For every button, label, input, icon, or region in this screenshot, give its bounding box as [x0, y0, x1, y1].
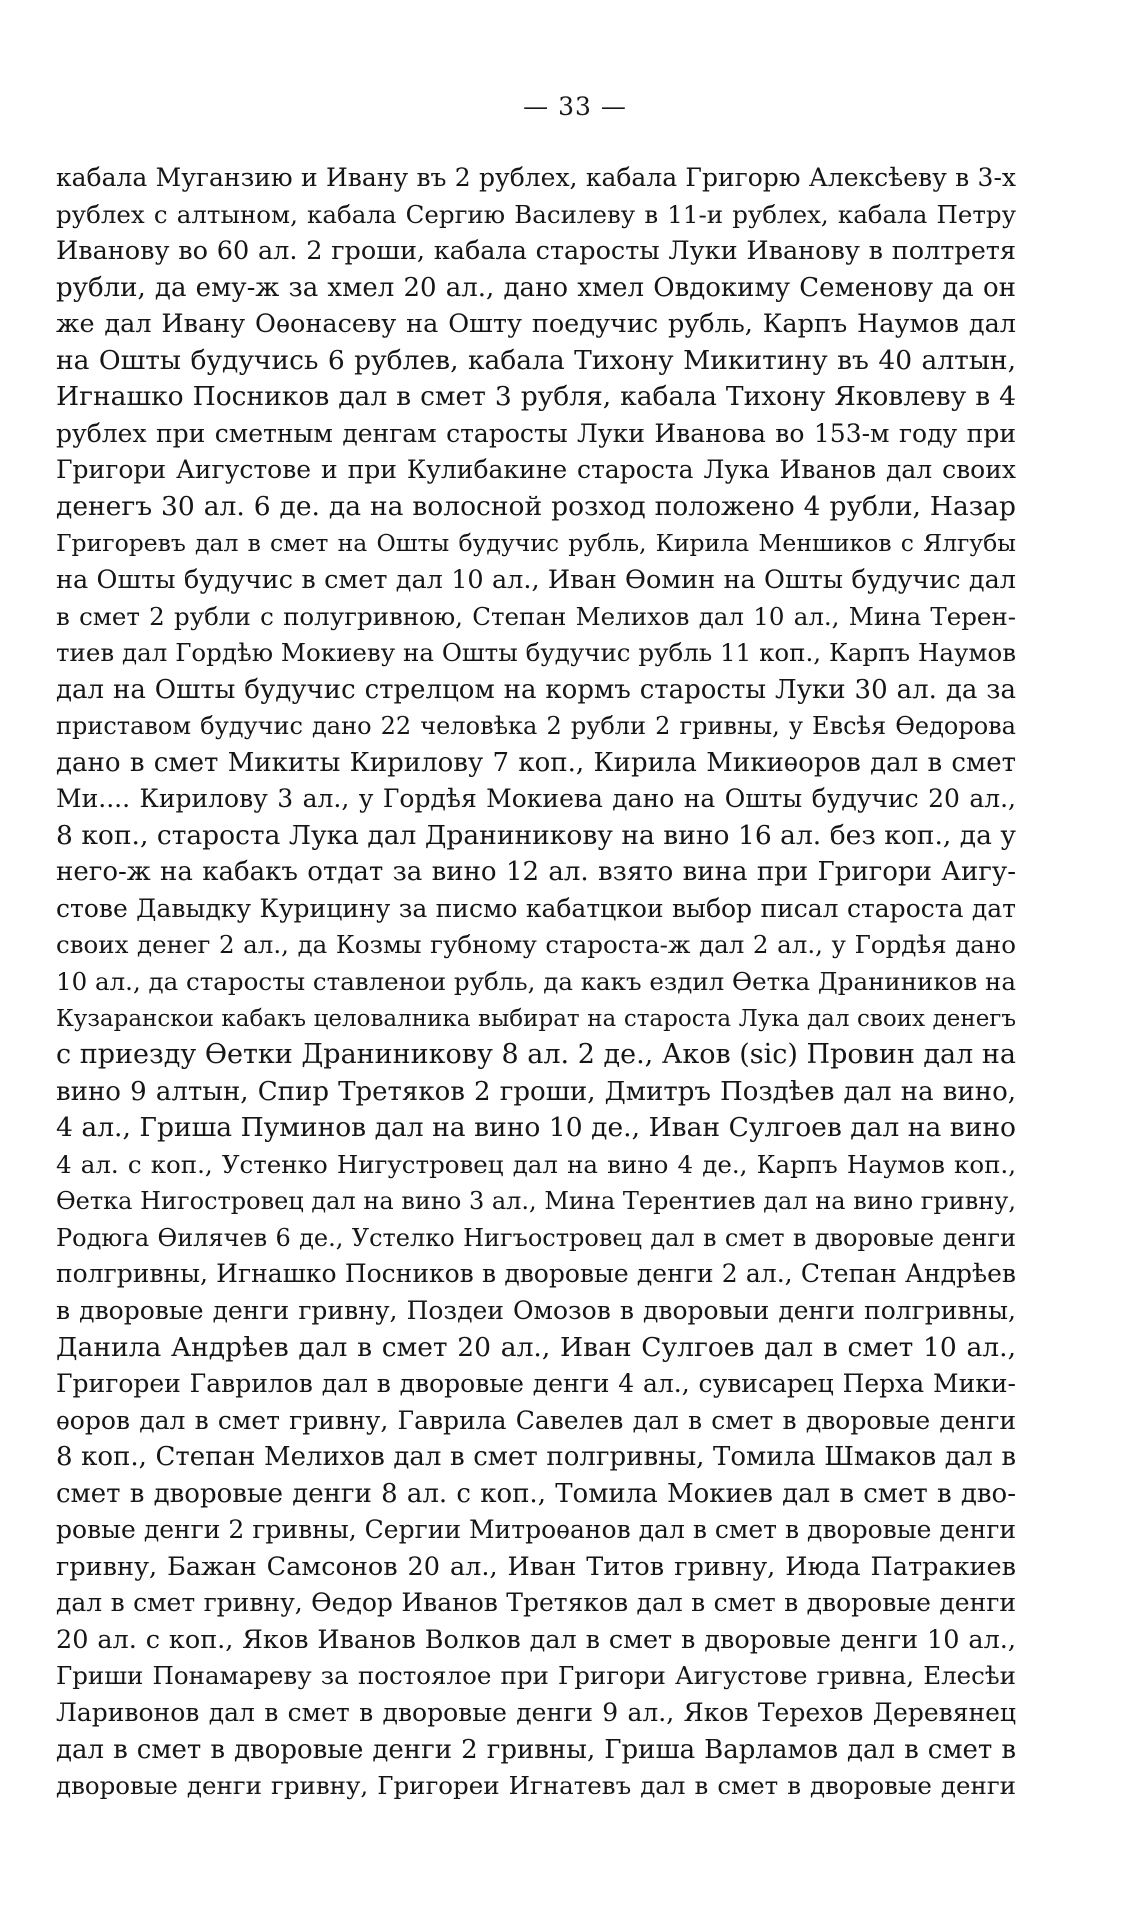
- text-line: дал в смет в дворовые денги 2 гривны, Гриша Варламов дал в смет в: [56, 1734, 1016, 1765]
- text-line: ровые денги 2 гривны, Сергии Митроѳанов дал в смет в дворовые денги: [56, 1515, 1016, 1545]
- text-line: же дал Ивану Оѳонасеву на Ошту поедучис рубль, Карпъ Наумов дал: [56, 309, 1016, 340]
- text-line: Григори Аигустове и при Кулибакине староста Лука Иванов дал своих: [56, 455, 1016, 485]
- text-line: рублех с алтыном, кабала Сергию Василеву в 11-и рублех, кабала Петру: [56, 199, 1016, 229]
- text-line: рублех при сметным денгам старосты Луки Иванова во 153-м году при: [56, 418, 1016, 448]
- text-line: дал в смет гривну, Ѳедор Иванов Третяков дал в смет в дворовые денги: [56, 1588, 1016, 1618]
- text-line: вино 9 алтын, Спир Третяков 2 гроши, Дмитръ Поздѣев дал на вино,: [56, 1076, 1016, 1107]
- text-line: на Ошты будучис в смет дал 10 ал., Иван Ѳомин на Ошты будучис дал: [56, 565, 1016, 596]
- text-line: своих денег 2 ал., да Козмы губному староста-ж дал 2 ал., у Гордѣя дано: [56, 930, 1016, 960]
- text-line: дано в смет Микиты Кирилову 7 коп., Кирила Микиѳоров дал в смет: [56, 747, 1016, 778]
- text-line: Игнашко Посников дал в смет 3 рубля, кабала Тихону Яковлеву в 4: [56, 381, 1016, 413]
- text-line: денегъ 30 ал. 6 де. да на волосной розход положено 4 рубли, Назар: [56, 490, 1016, 522]
- text-line: приставом будучис дано 22 человѣка 2 рубли 2 гривны, у Евсѣя Ѳедорова: [56, 712, 1016, 741]
- text-line: полгривны, Игнашко Посников в дворовые денги 2 ал., Степан Андрѣев: [56, 1259, 1016, 1289]
- text-line: на Ошты будучись 6 рублев, кабала Тихону Микитину въ 40 алтын,: [56, 344, 1016, 376]
- text-line: кабала Муганзию и Ивану въ 2 рублех, кабала Григорю Алексѣеву в 3-х: [56, 163, 1016, 192]
- text-line: Ми.... Кирилову 3 ал., у Гордѣя Мокиева дано на Ошты будучис 20 ал.,: [56, 784, 1016, 814]
- text-line: 10 ал., да старосты ставленои рубль, да какъ ездил Ѳетка Драниников на: [56, 967, 1016, 997]
- text-line: с приезду Ѳетки Драниникову 8 ал. 2 де., Аков (sic) Провин дал на: [56, 1039, 1016, 1071]
- text-line: 4 ал., Гриша Пуминов дал на вино 10 де., Иван Сулгоев дал на вино: [56, 1112, 1016, 1144]
- text-line: тиев дал Гордѣю Мокиеву на Ошты будучис рубль 11 коп., Карпъ Наумов: [56, 638, 1016, 668]
- text-line: него-ж на кабакъ отдат за вино 12 ал. взято вина при Григори Аигу-: [56, 857, 1016, 888]
- text-line: 8 коп., Степан Мелихов дал в смет полгривны, Томила Шмаков дал в: [56, 1442, 1016, 1473]
- text-line: дворовые денги гривну, Григореи Игнатевъ дал в смет в дворовые денги: [56, 1771, 1016, 1801]
- text-line: дал на Ошты будучис стрелцом на кормъ старосты Луки 30 ал. да за: [56, 674, 1016, 705]
- text-line: Гриши Понамареву за постоялое при Григори Аигустове гривна, Елесѣи: [56, 1661, 1016, 1691]
- text-line: Родюга Ѳилячев 6 де., Устелко Нигъостровец дал в смет в дворовые денги: [56, 1223, 1016, 1252]
- text-line: Иванову во 60 ал. 2 гроши, кабала старосты Луки Иванову в полтретя: [56, 236, 1016, 267]
- text-line: Данила Андрѣев дал в смет 20 ал., Иван Сулгоев дал в смет 10 ал.,: [56, 1331, 1016, 1363]
- text-line: 8 коп., староста Лука дал Драниникову на вино 16 ал. без коп., да у: [56, 819, 1016, 851]
- text-line: стове Давыдку Курицину за писмо кабатцкои выбор писал староста дат: [56, 893, 1016, 923]
- text-line: Кузаранскои кабакъ целовалника выбират на староста Лука дал своих денегъ: [56, 1005, 1016, 1032]
- text-line: Григореи Гаврилов дал в дворовые денги 4 ал., сувисарец Перха Мики-: [56, 1369, 1016, 1399]
- text-line: Ларивонов дал в смет в дворовые денги 9 ал., Яков Терехов Деревянец: [56, 1697, 1016, 1727]
- text-line: 4 ал. с коп., Устенко Нигустровец дал на вино 4 де., Карпъ Наумов коп.,: [56, 1149, 1016, 1179]
- text-line: Ѳетка Нигостровец дал на вино 3 ал., Мина Терентиев дал на вино гривну,: [56, 1187, 1016, 1216]
- text-line: гривну, Бажан Самсонов 20 ал., Иван Титов гривну, Июда Патракиев: [56, 1551, 1016, 1582]
- page-number: — 33 —: [523, 92, 627, 121]
- text-line: смет в дворовые денги 8 ал. с коп., Томила Мокиев дал в смет в дво-: [56, 1478, 1016, 1509]
- text-line: ѳоров дал в смет гривну, Гаврила Савелев дал в смет в дворовые денги: [56, 1405, 1016, 1435]
- text-line: в дворовые денги гривну, Поздеи Омозов в дворовыи денги полгривны,: [56, 1295, 1016, 1325]
- text-line: 20 ал. с коп., Яков Иванов Волков дал в смет в дворовые денги 10 ал.,: [56, 1624, 1016, 1655]
- text-line: в смет 2 рубли с полугривною, Степан Мелихов дал 10 ал., Мина Терен-: [56, 601, 1016, 631]
- text-line: рубли, да ему-ж за хмел 20 ал., дано хмел Овдокиму Семенову да он: [56, 272, 1016, 303]
- text-line: Григоревъ дал в смет на Ошты будучис рубль, Кирила Меншиков с Ялгубы: [56, 529, 1016, 558]
- body-text: [56, 160, 1016, 1805]
